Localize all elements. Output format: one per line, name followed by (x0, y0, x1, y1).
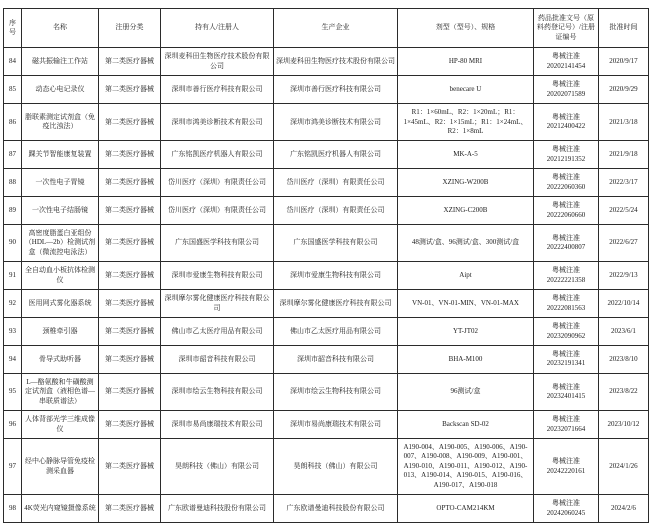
cell-name: 经中心静脉导管免疫检测采血器 (22, 439, 99, 495)
cell-category: 第二类医疗器械 (99, 48, 161, 76)
cell-category: 第二类医疗器械 (99, 141, 161, 169)
cell-manufacturer: 昊朗科技（佛山）有限公司 (274, 439, 398, 495)
column-header-model: 剂型（型号）、规格 (398, 9, 534, 48)
column-header-manufacturer: 生产企业 (274, 9, 398, 48)
cell-name: 踝关节智能康复装置 (22, 141, 99, 169)
cell-holder: 深圳摩尔雾化健康医疗科技有限公司 (161, 290, 274, 318)
table-row (4, 169, 649, 197)
cell-model: XZING-C200B (398, 197, 534, 225)
table-row (4, 262, 649, 290)
cell-date: 2024/1/26 (599, 439, 649, 495)
cell-reg-no: 粤械注准20232090962 (534, 318, 599, 346)
cell-name: 高密度脂蛋白亚组份（HDL—2b）检测试剂盒（微流控电泳法） (22, 225, 99, 262)
cell-holder: 昊朗科技（佛山）有限公司 (161, 439, 274, 495)
column-header-holder: 持有人/注册人 (161, 9, 274, 48)
cell-name: L—酪氨酸和牛磺酸测定试剂盒（液相色谱—串联质谱法） (22, 373, 99, 410)
cell-holder: 广东铭凯医疗机器人有限公司 (161, 141, 274, 169)
cell-date: 2023/8/10 (599, 345, 649, 373)
cell-name: 骨导式助听器 (22, 345, 99, 373)
cell-manufacturer: 深圳麦科田生物医疗技术股份有限公司 (274, 48, 398, 76)
cell-index: 90 (4, 225, 22, 262)
cell-index: 94 (4, 345, 22, 373)
cell-holder: 深圳市爱康生物科技有限公司 (161, 262, 274, 290)
cell-reg-no: 粤械注准20212400422 (534, 104, 599, 141)
table-row (4, 225, 649, 262)
cell-date: 2022/9/13 (599, 262, 649, 290)
cell-reg-no: 粤械注准20222221358 (534, 262, 599, 290)
cell-category: 第二类医疗器械 (99, 290, 161, 318)
cell-name: 一次性电子胃镜 (22, 169, 99, 197)
cell-model: HP-80 MRI (398, 48, 534, 76)
cell-index: 88 (4, 169, 22, 197)
cell-name: 一次性电子结肠镜 (22, 197, 99, 225)
cell-category: 第二类医疗器械 (99, 411, 161, 439)
cell-holder: 深圳市鸿美诊断技术有限公司 (161, 104, 274, 141)
table-row (4, 48, 649, 76)
cell-name: 磁共振输注工作站 (22, 48, 99, 76)
cell-category: 第二类医疗器械 (99, 318, 161, 346)
cell-model: A190-004、A190-005、A190-006、A190-007、A190-008、A190-009、A190-001、A190-010、A190-011、A190-012、A190-013、A190-014、A190-015、A190-016、A190-017、A190-018 (398, 439, 534, 495)
cell-manufacturer: 深圳市易尚康瑞技术有限公司 (274, 411, 398, 439)
cell-model: Backscan SD-02 (398, 411, 534, 439)
cell-category: 第二类医疗器械 (99, 169, 161, 197)
cell-index: 96 (4, 411, 22, 439)
cell-holder: 深圳麦科田生物医疗技术股份有限公司 (161, 48, 274, 76)
cell-index: 85 (4, 76, 22, 104)
column-header-category: 注册分类 (99, 9, 161, 48)
cell-name: 脂联素测定试剂盒（免疫比浊法） (22, 104, 99, 141)
cell-index: 91 (4, 262, 22, 290)
cell-model: YT-JT02 (398, 318, 534, 346)
table-row (4, 495, 649, 523)
cell-model: Aipt (398, 262, 534, 290)
cell-manufacturer: 广东铭凯医疗机器人有限公司 (274, 141, 398, 169)
table-header (4, 9, 649, 48)
cell-index: 86 (4, 104, 22, 141)
cell-date: 2023/8/22 (599, 373, 649, 410)
cell-model: 96测试/盒 (398, 373, 534, 410)
cell-reg-no: 粤械注准20202071589 (534, 76, 599, 104)
header-row (4, 9, 649, 48)
cell-model: 48测试/盒、96测试/盒、300测试/盒 (398, 225, 534, 262)
table-row (4, 318, 649, 346)
cell-model: XZING-W200B (398, 169, 534, 197)
cell-category: 第二类医疗器械 (99, 439, 161, 495)
cell-manufacturer: 广东欧谱曼迪科技股份有限公司 (274, 495, 398, 523)
cell-date: 2022/5/24 (599, 197, 649, 225)
cell-category: 第二类医疗器械 (99, 495, 161, 523)
cell-manufacturer: 深圳市善行医疗科技有限公司 (274, 76, 398, 104)
cell-manufacturer: 佛山市乙太医疗用品有限公司 (274, 318, 398, 346)
cell-reg-no: 粤械注准20222060360 (534, 169, 599, 197)
cell-date: 2023/6/1 (599, 318, 649, 346)
cell-reg-no: 粤械注准20242220161 (534, 439, 599, 495)
cell-reg-no: 粤械注准20222060660 (534, 197, 599, 225)
cell-model: BHA-M100 (398, 345, 534, 373)
cell-category: 第二类医疗器械 (99, 345, 161, 373)
cell-date: 2022/6/27 (599, 225, 649, 262)
cell-date: 2020/9/29 (599, 76, 649, 104)
cell-manufacturer: 深圳市绘云生物科技有限公司 (274, 373, 398, 410)
cell-index: 89 (4, 197, 22, 225)
cell-manufacturer: 深圳市爱康生物科技有限公司 (274, 262, 398, 290)
cell-holder: 佛山市乙太医疗用品有限公司 (161, 318, 274, 346)
cell-index: 84 (4, 48, 22, 76)
column-header-reg_no: 药品批准文号（原料药登记号）/注册证编号 (534, 9, 599, 48)
cell-reg-no: 粤械注准20202141454 (534, 48, 599, 76)
cell-reg-no: 粤械注准20232071664 (534, 411, 599, 439)
cell-holder: 广东欧谱曼迪科技股份有限公司 (161, 495, 274, 523)
cell-category: 第二类医疗器械 (99, 373, 161, 410)
cell-manufacturer: 深圳摩尔雾化健康医疗科技有限公司 (274, 290, 398, 318)
cell-reg-no: 粤械注准20232401415 (534, 373, 599, 410)
cell-name: 动态心电记录仪 (22, 76, 99, 104)
cell-date: 2023/10/12 (599, 411, 649, 439)
cell-reg-no: 粤械注准20232191341 (534, 345, 599, 373)
cell-reg-no: 粤械注准20242060245 (534, 495, 599, 523)
cell-index: 97 (4, 439, 22, 495)
cell-name: 医用网式雾化器系统 (22, 290, 99, 318)
cell-category: 第二类医疗器械 (99, 104, 161, 141)
cell-manufacturer: 深圳市鸿美诊断技术有限公司 (274, 104, 398, 141)
cell-index: 95 (4, 373, 22, 410)
cell-date: 2021/9/18 (599, 141, 649, 169)
table-row (4, 104, 649, 141)
cell-holder: 深圳市绘云生物科技有限公司 (161, 373, 274, 410)
cell-model: OPTO-CAM214KM (398, 495, 534, 523)
table-row (4, 197, 649, 225)
cell-index: 92 (4, 290, 22, 318)
cell-category: 第二类医疗器械 (99, 197, 161, 225)
cell-category: 第二类医疗器械 (99, 225, 161, 262)
cell-holder: 深圳市韶音科技有限公司 (161, 345, 274, 373)
cell-category: 第二类医疗器械 (99, 76, 161, 104)
cell-holder: 岱川医疗（深圳）有限责任公司 (161, 169, 274, 197)
table-row (4, 76, 649, 104)
cell-holder: 岱川医疗（深圳）有限责任公司 (161, 197, 274, 225)
cell-date: 2022/3/17 (599, 169, 649, 197)
cell-reg-no: 粤械注准20222081563 (534, 290, 599, 318)
cell-index: 98 (4, 495, 22, 523)
column-header-index: 序号 (4, 9, 22, 48)
cell-date: 2020/9/17 (599, 48, 649, 76)
table-row (4, 290, 649, 318)
cell-manufacturer: 岱川医疗（深圳）有限责任公司 (274, 197, 398, 225)
cell-model: MK-A-5 (398, 141, 534, 169)
cell-index: 87 (4, 141, 22, 169)
table-row (4, 411, 649, 439)
cell-holder: 深圳市易尚康瑞技术有限公司 (161, 411, 274, 439)
cell-model: benecare U (398, 76, 534, 104)
cell-model: VN-01、VN-01-MIN、VN-01-MAX (398, 290, 534, 318)
cell-holder: 深圳市善行医疗科技有限公司 (161, 76, 274, 104)
cell-name: 颈椎牵引器 (22, 318, 99, 346)
column-header-date: 批准时间 (599, 9, 649, 48)
table-row (4, 373, 649, 410)
column-header-name: 名称 (22, 9, 99, 48)
cell-name: 4K荧光内窥镜摄像系统 (22, 495, 99, 523)
table-row (4, 345, 649, 373)
cell-category: 第二类医疗器械 (99, 262, 161, 290)
medical-device-registration-table (3, 8, 649, 523)
cell-reg-no: 粤械注准20212191352 (534, 141, 599, 169)
cell-name: 全自动血小板抗体检测仪 (22, 262, 99, 290)
table-body (4, 48, 649, 523)
cell-name: 人体背部光学三维成像仪 (22, 411, 99, 439)
cell-reg-no: 粤械注准20222400807 (534, 225, 599, 262)
cell-date: 2021/3/18 (599, 104, 649, 141)
cell-date: 2024/2/6 (599, 495, 649, 523)
cell-date: 2022/10/14 (599, 290, 649, 318)
table-row (4, 141, 649, 169)
cell-manufacturer: 岱川医疗（深圳）有限责任公司 (274, 169, 398, 197)
table-row (4, 439, 649, 495)
cell-manufacturer: 深圳市韶音科技有限公司 (274, 345, 398, 373)
cell-manufacturer: 广东国盛医学科技有限公司 (274, 225, 398, 262)
cell-model: R1：1×60mL、R2：1×20mL；R1：1×45mL、R2：1×15mL；R1：1×24mL、R2：1×8mL (398, 104, 534, 141)
cell-holder: 广东国盛医学科技有限公司 (161, 225, 274, 262)
cell-index: 93 (4, 318, 22, 346)
